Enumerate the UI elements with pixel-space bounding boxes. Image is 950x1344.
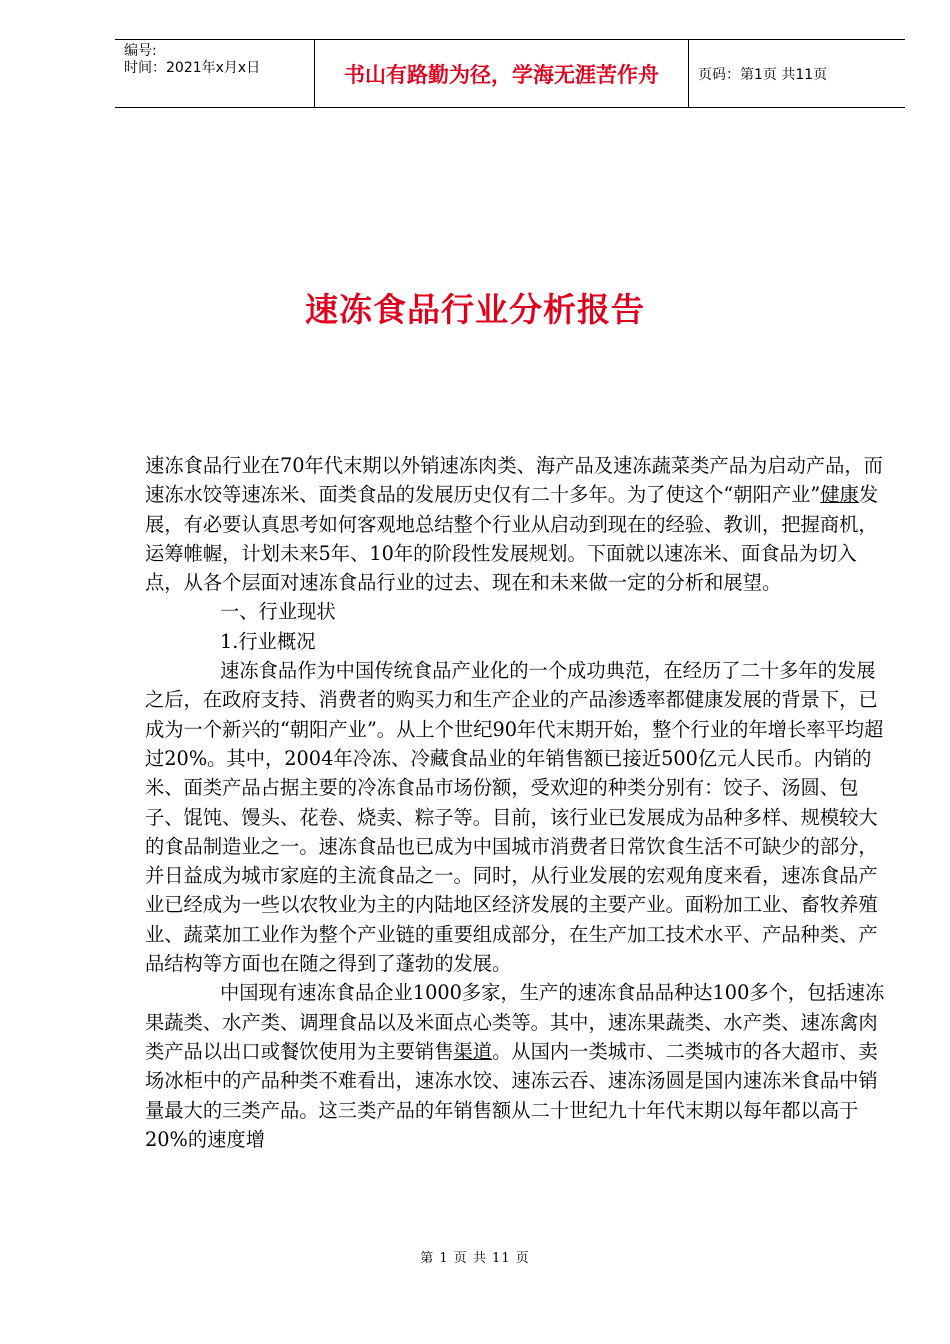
section-heading-1: 一、行业现状	[220, 600, 336, 624]
header-page-info: 页码：第1页 共11页	[698, 66, 828, 83]
paragraph-industry-overview: 速冻食品作为中国传统食品产业化的一个成功典范，在经历了二十多年的发展之后，在政府支持、消费者的购买力和生产企业的产品渗透率都健康发展的背景下，已成为一个新兴的“朝阳产业”。从上个世纪90年代末期开始，整个行业的年增长率平均超过20%。其中，2004年冷冻、冷藏食品业的年销售额已接近500亿元人民币。内销的米、面类产品占据主要的冷冻食品市场份额，受欢迎的种类分别有：饺子、汤圆、包子、馄饨、馒头、花卷、烧卖、粽子等。目前，该行业已发展成为品种多样、规模较大的食品制造业之一。速冻食品也已成为中国城市消费者日常饮食生活不可缺少的部分，并日益成为城市家庭的主流食品之一。同时，从行业发展的宏观角度来看，速冻食品产业已经成为一些以农牧业为主的内陆地区经济发展的主要产业。面粉加工业、畜牧养殖业、蔬菜加工业作为整个产业链的重要组成部分，在生产加工技术水平、产品种类、产品结构等方面也在随之得到了蓬勃的发展。	[145, 659, 884, 976]
intro-paragraph	[145, 451, 885, 597]
document-number-label: 编号:	[124, 43, 157, 59]
document-body	[145, 451, 885, 1154]
header-motto: 书山有路勤为径，学海无涯苦作舟	[315, 40, 689, 107]
intro-text-b: 发展，有必要认真思考如何客观地总结整个行业从启动到现在的经验、教训，把握商机，运筹帷幄，计划未来5年、10年的阶段性发展规划。下面就以速冻米、面食品为切入点，从各个层面对速冻食品行业的过去、现在和未来做一定的分析和展望。	[145, 483, 879, 595]
link-channel[interactable]: 渠道	[453, 1039, 493, 1063]
page-header	[115, 39, 905, 108]
document-title: 速冻食品行业分析报告	[305, 290, 645, 329]
p2-text-b: 。从国内一类城市、二类城市的各大超市、卖场冰柜中的产品种类不难看出，速冻水饺、速冻云吞、速冻汤圆是国内速冻米食品中销量最大的三类产品。这三类产品的年销售额从二十世纪九十年代末期以每年都以高于20%的速度增	[145, 1039, 878, 1151]
subsection-heading-1-1: 1.行业概况	[220, 629, 316, 653]
link-health[interactable]: 健康	[820, 483, 859, 507]
p2-text-a: 中国现有速冻食品企业1000多家，生产的速冻食品品种达100多个，包括速冻果蔬类、水产类、调理食品以及米面点心类等。其中，速冻果蔬类、水产类、速冻禽肉类产品以出口或餐饮使用为主要销售	[145, 981, 885, 1063]
page-footer: 第 1 页 共 11 页	[420, 1251, 530, 1266]
intro-text-a: 速冻食品行业在70年代末期以外销速冻肉类、海产品及速冻蔬菜类产品为启动产品，而速冻水饺等速冻米、面类食品的发展历史仅有二十多年。为了使这个“朝阳产业”	[145, 454, 883, 507]
document-time-label: 时间：2021年x月x日	[124, 60, 261, 76]
paragraph-enterprises	[145, 978, 885, 1154]
header-meta-cell	[115, 40, 315, 107]
